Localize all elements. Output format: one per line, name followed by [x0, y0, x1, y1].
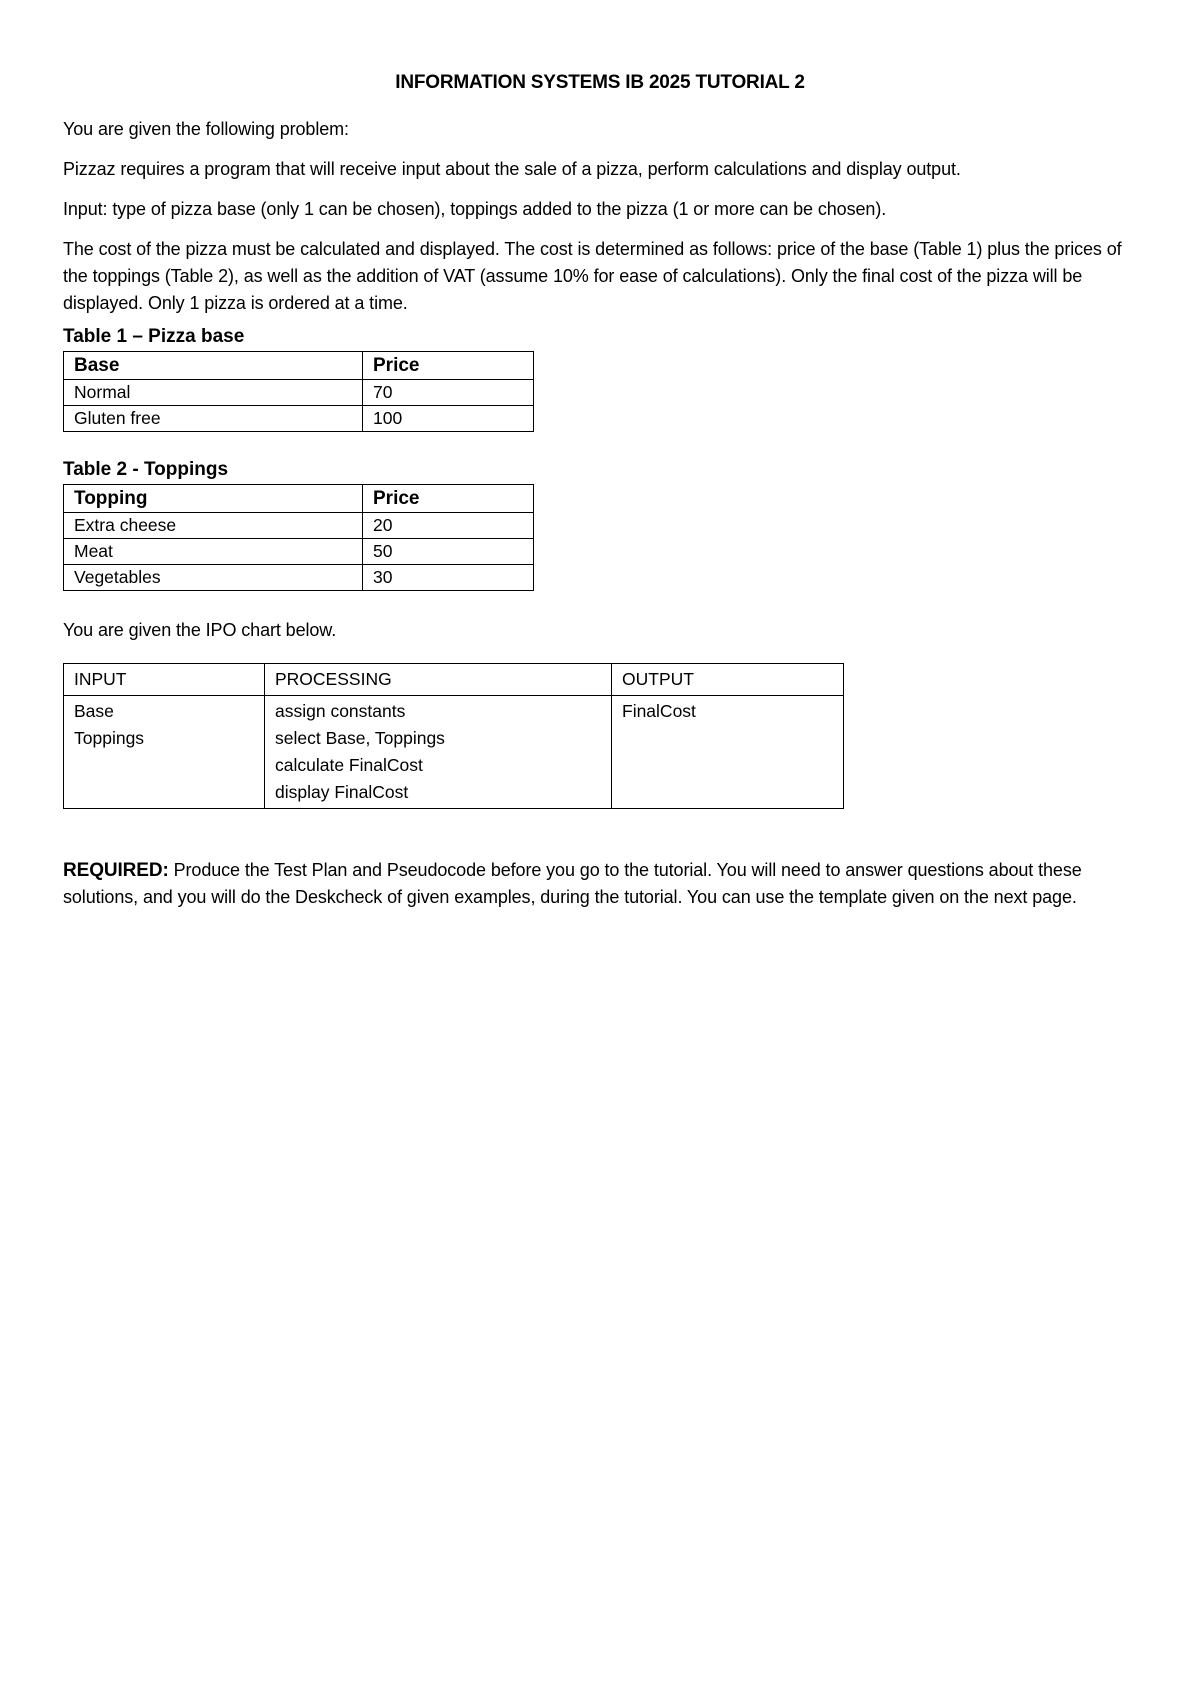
table-header-cell: Price [363, 352, 534, 380]
ipo-header-output: OUTPUT [612, 664, 844, 696]
table-cell: Meat [64, 539, 363, 565]
ipo-body-row [64, 696, 844, 809]
table-row [64, 406, 534, 432]
table-cell: 20 [363, 513, 534, 539]
table-row [64, 539, 534, 565]
table2-caption: Table 2 - Toppings [63, 459, 229, 480]
table-row [64, 513, 534, 539]
ipo-input-item: Toppings [74, 728, 145, 748]
table-cell: Extra cheese [64, 513, 363, 539]
ipo-header-row [64, 664, 844, 696]
ipo-processing-step: select Base, Toppings [275, 728, 445, 748]
table-cell: 50 [363, 539, 534, 565]
ipo-header-processing: PROCESSING [265, 664, 612, 696]
table-cell: 70 [363, 380, 534, 406]
table-header-cell: Topping [64, 485, 363, 513]
input-paragraph: Input: type of pizza base (only 1 can be chosen), toppings added to the pizza (1 or more can be chosen). [63, 199, 887, 219]
table-cell: Gluten free [64, 406, 363, 432]
required-paragraph [63, 857, 1137, 911]
table1-caption: Table 1 – Pizza base [63, 326, 245, 347]
table-cell: Vegetables [64, 565, 363, 591]
required-text: Produce the Test Plan and Pseudocode before you go to the tutorial. You will need to answer questions about these solutions, and you will do the Deskcheck of given examples, during the tutorial. You can use the template given on the next page. [63, 860, 1082, 907]
ipo-processing-cell [265, 696, 612, 809]
ipo-chart [63, 663, 844, 809]
ipo-header-input: INPUT [64, 664, 265, 696]
intro-paragraph: You are given the following problem: [63, 119, 349, 139]
toppings-table [63, 484, 534, 591]
ipo-processing-step: display FinalCost [275, 782, 409, 802]
ipo-processing-step: calculate FinalCost [275, 755, 423, 775]
table-header-cell: Base [64, 352, 363, 380]
problem-paragraph: Pizzaz requires a program that will receive input about the sale of a pizza, perform calculations and display output. [63, 159, 961, 179]
ipo-processing-step: assign constants [275, 701, 406, 721]
table-header-row [64, 352, 534, 380]
ipo-intro: You are given the IPO chart below. [63, 620, 337, 640]
table-row [64, 380, 534, 406]
ipo-input-cell [64, 696, 265, 809]
table-cell: Normal [64, 380, 363, 406]
cost-paragraph: The cost of the pizza must be calculated and displayed. The cost is determined as follows: price of the base (Table 1) plus the prices of the toppings (Table 2), as well as the addition of VAT (assume 10% for ease of calculations). Only the final cost of the pizza will be displayed. Only 1 pizza is ordered at a time. [63, 239, 1122, 313]
table-row [64, 565, 534, 591]
table-header-row [64, 485, 534, 513]
table-cell: 30 [363, 565, 534, 591]
table-header-cell: Price [363, 485, 534, 513]
pizza-base-table [63, 351, 534, 432]
ipo-input-item: Base [74, 701, 114, 721]
ipo-output-item: FinalCost [622, 701, 696, 721]
required-label: REQUIRED: [63, 860, 169, 881]
table-cell: 100 [363, 406, 534, 432]
ipo-output-cell [612, 696, 844, 809]
page-title: INFORMATION SYSTEMS IB 2025 TUTORIAL 2 [395, 72, 805, 93]
